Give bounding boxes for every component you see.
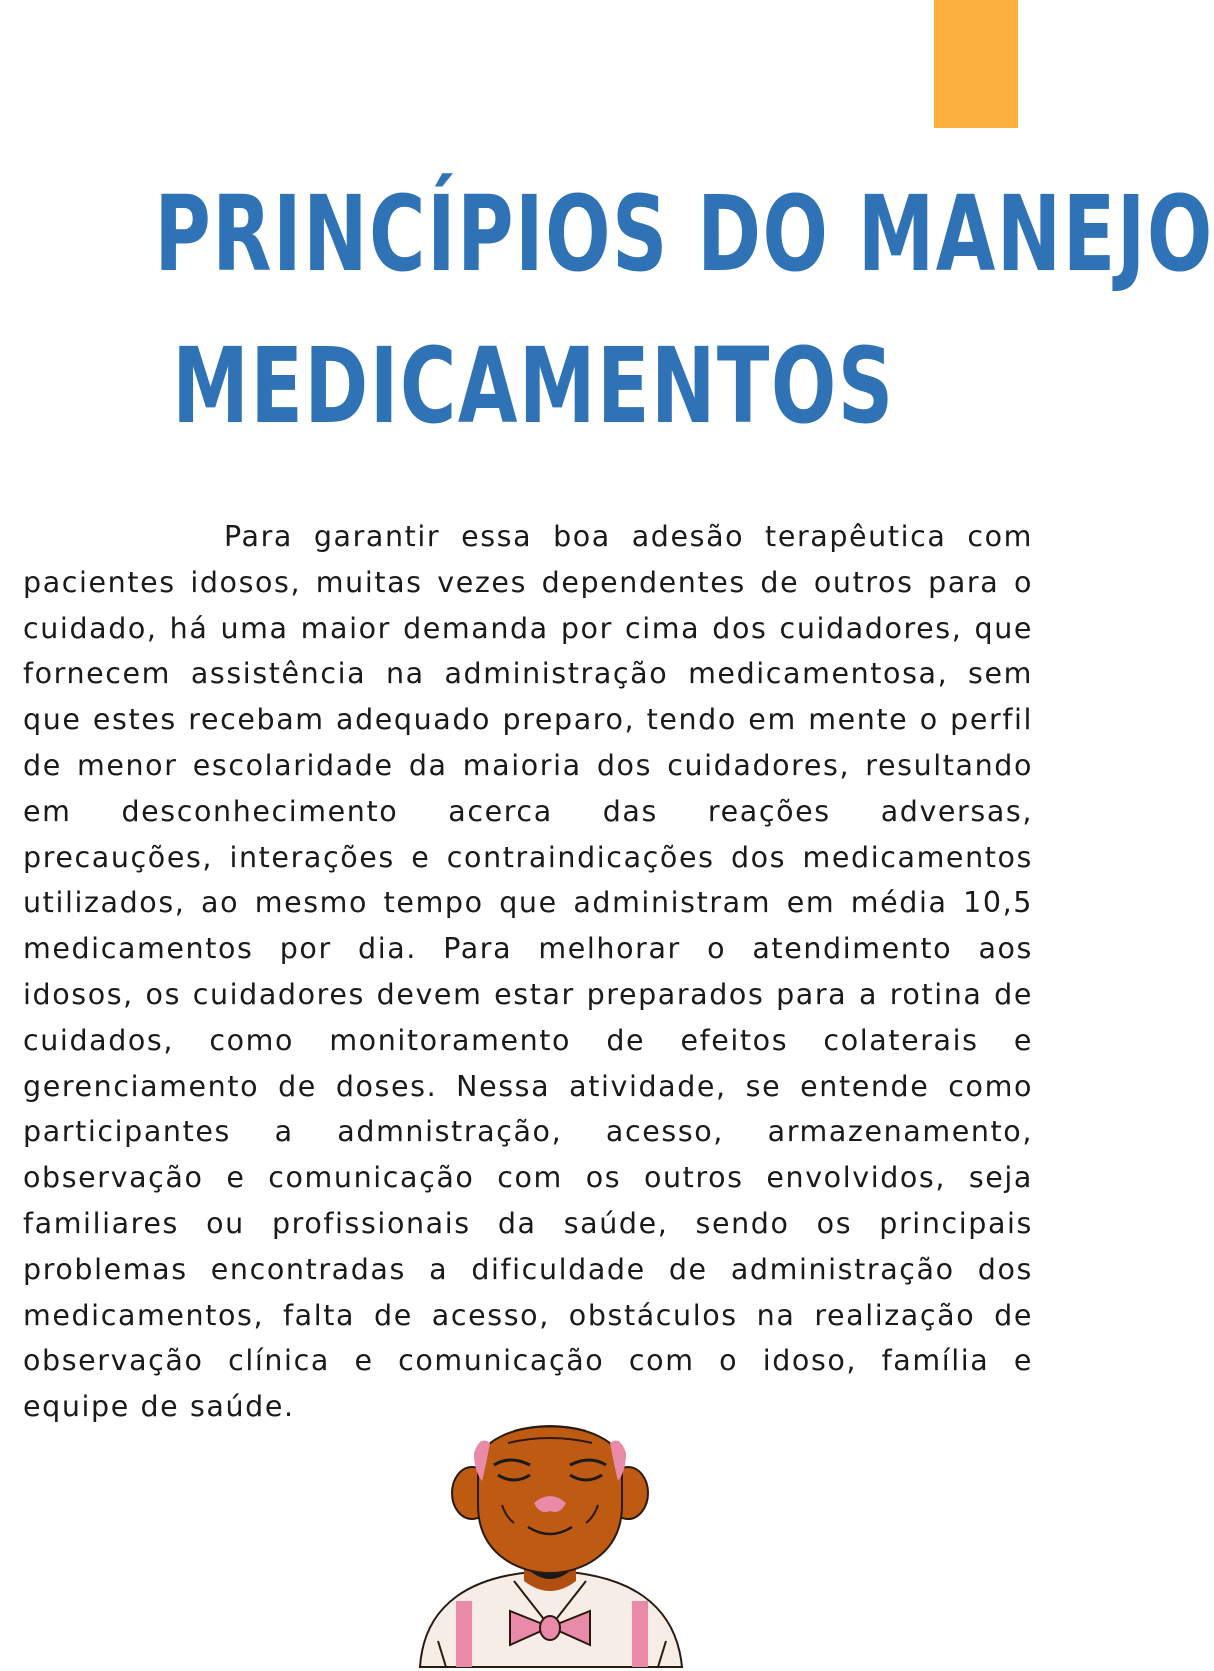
- orange-accent-block: [934, 0, 1018, 128]
- body-paragraph: Para garantir essa boa adesão terapêutica com pacientes idosos, muitas vezes dependentes de outros para o cuidado, há uma maior demanda por cima dos cuidadores, que fornecem assistência na administração medicamentosa, sem que estes recebam adequado preparo, tendo em mente o perfil de menor escolaridade da maioria dos cuidadores, resultando em desconhecimento acerca das reações adversas, precauções, interações e contraindicações dos medicamentos utilizados, ao mesmo tempo que administram em média 10,5 medicamentos por dia. Para melhorar o atendimento aos idosos, os cuidadores devem estar preparados para a rotina de cuidados, como monitoramento de efeitos colaterais e gerenciamento de doses. Nessa atividade, se entende como participantes a admnistração, acesso, armazenamento, observação e comunicação com os outros envolvidos, seja familiares ou profissionais da saúde, sendo os principais problemas encontradas a dificuldade de administração dos medicamentos, falta de acesso, obstáculos na realização de observação clínica e comunicação com o idoso, família e equipe de saúde.: [23, 520, 1033, 1424]
- title-line-2: MEDICAMENTOS: [172, 325, 895, 447]
- title-line-1: PRINCÍPIOS DO MANEJO: [154, 173, 1214, 295]
- elderly-man-icon: [410, 1395, 695, 1667]
- elderly-man-illustration: [410, 1395, 695, 1667]
- page-title: [0, 158, 1214, 462]
